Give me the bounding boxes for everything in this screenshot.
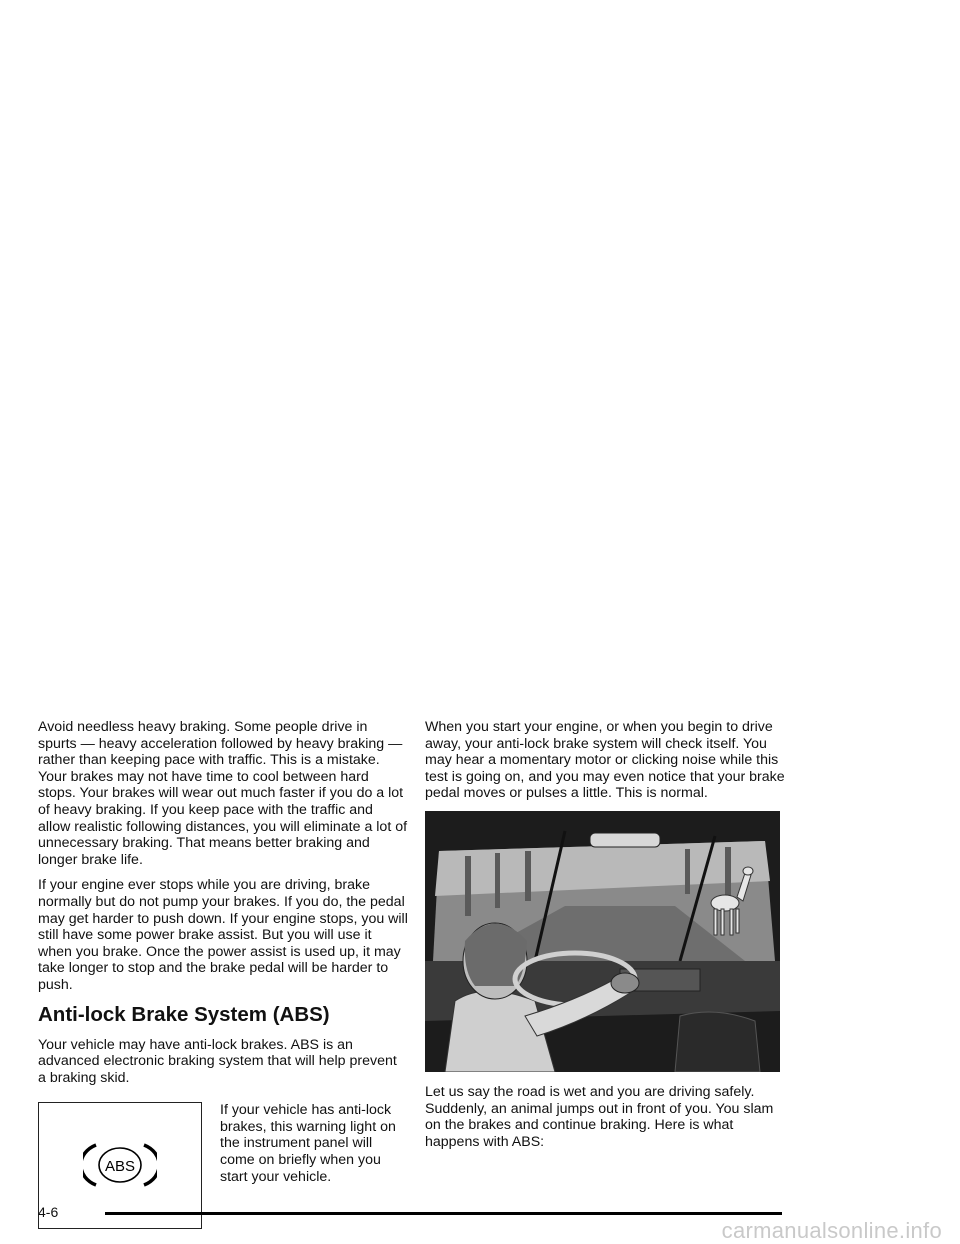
paragraph-engine-stops: If your engine ever stops while you are driving, brake normally but do not pump your brakes. If you do, the pedal may get harder to push down. If your engine stops, you will still have some power brake assist. But you will use it when you brake. Once the power assist is used up, it may take longer to stop and the brake pedal will be harder to push. — [38, 877, 408, 993]
footer-rule — [105, 1212, 782, 1215]
paragraph-heavy-braking: Avoid needless heavy braking. Some people drive in spurts — heavy acceleration followed by heavy braking — rather than keeping pace with traffic. This is a mistake. Your brakes may not have time to cool between hard stops. Your brakes will wear out much faster if you do a lot of heavy braking. If you keep pace with the traffic and allow realistic following distances, you will eliminate a lot of unnecessary braking. That means better braking and longer brake life. — [38, 719, 408, 868]
driver-braking-illustration — [425, 811, 780, 1072]
right-column — [425, 719, 785, 1159]
watermark: carmanualsonline.info — [721, 1218, 942, 1243]
abs-icon-label: ABS — [104, 1158, 136, 1176]
paragraph-abs-self-check: When you start your engine, or when you begin to drive away, your anti-lock brake system will check itself. You may hear a momentary motor or clicking noise while this test is going on, and you may even notice that your brake pedal moves or pulses a little. This is normal. — [425, 719, 785, 802]
page-number: 4-6 — [38, 1204, 59, 1220]
paragraph-abs-intro: Your vehicle may have anti-lock brakes. ABS is an advanced electronic braking system that will help prevent a braking skid. — [38, 1036, 397, 1086]
paragraph-abs-warning-light: If your vehicle has anti-lock brakes, this warning light on the instrument panel will come on briefly when you start your vehicle. — [220, 1102, 396, 1185]
abs-warning-icon — [83, 1139, 157, 1191]
paragraph-wet-road-scenario: Let us say the road is wet and you are driving safely. Suddenly, an animal jumps out in front of you. You slam on the brakes and continue braking. Here is what happens with ABS: — [425, 1083, 774, 1150]
abs-warning-light-box — [38, 1102, 202, 1229]
left-column — [38, 719, 408, 1232]
section-title-abs: Anti-lock Brake System (ABS) — [38, 1002, 330, 1026]
